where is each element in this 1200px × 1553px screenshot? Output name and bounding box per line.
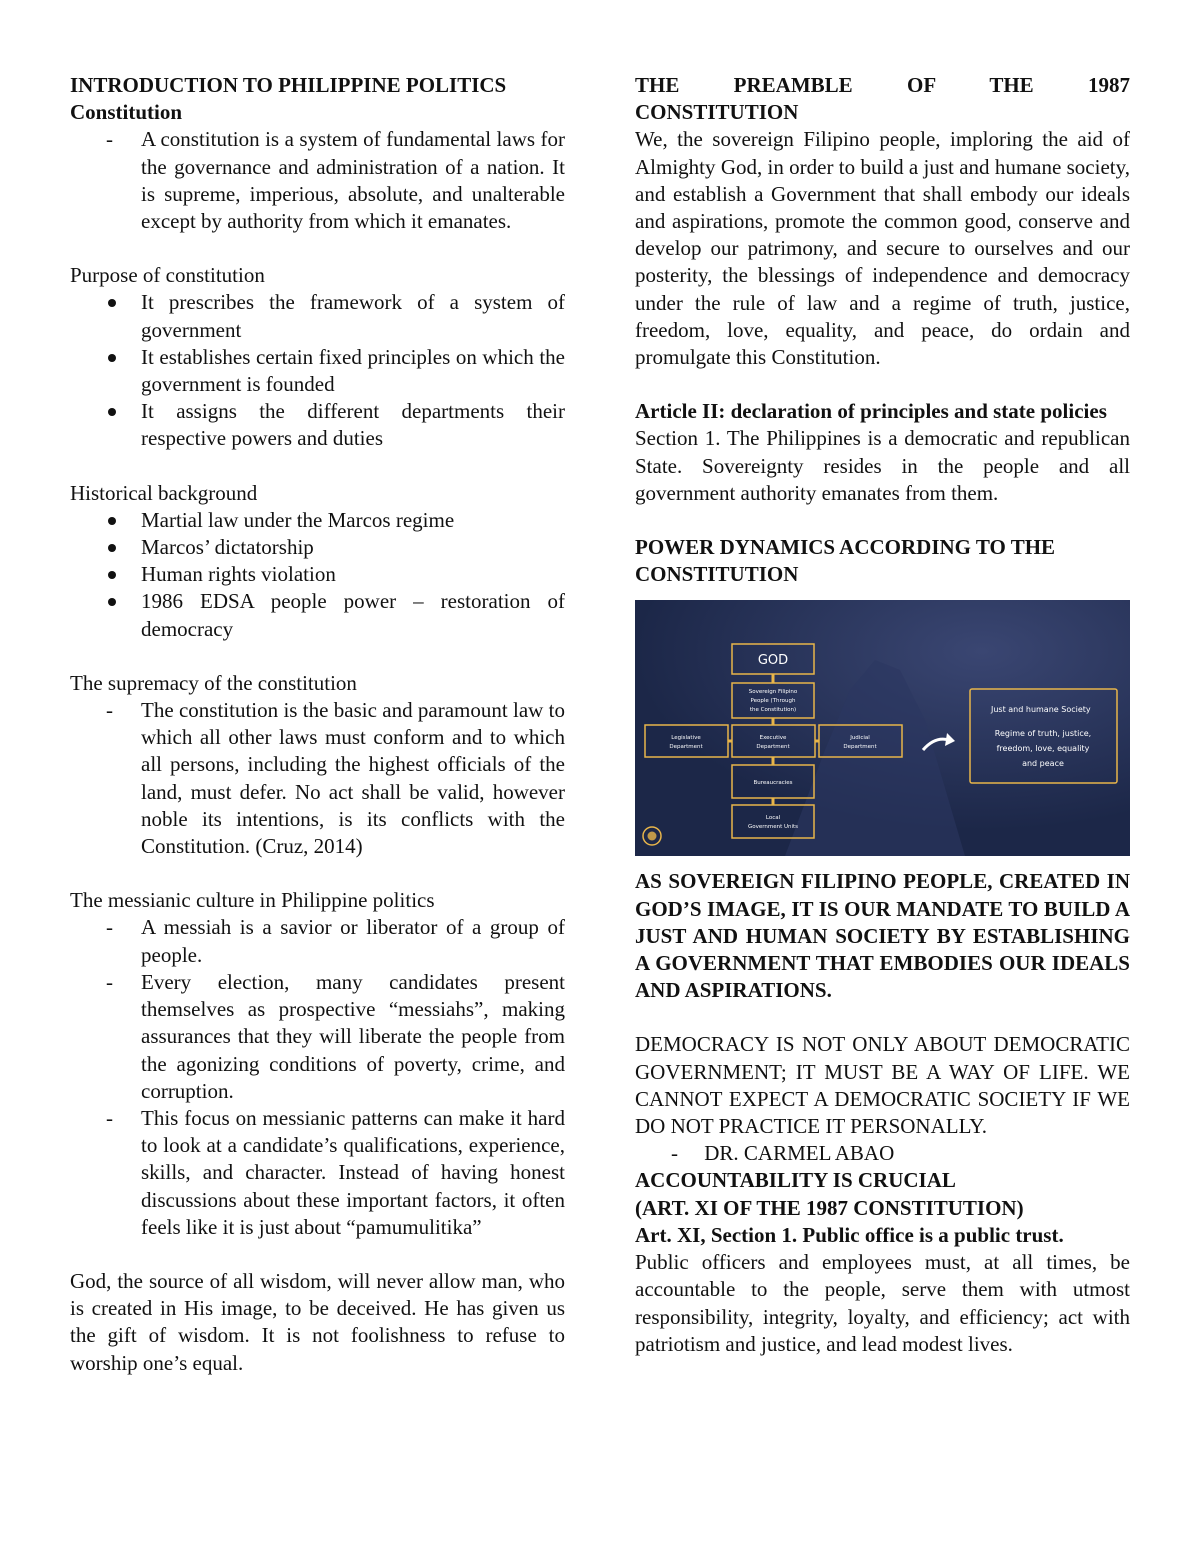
legislative-label-2: Department [669,744,703,751]
executive-label-1: Executive [759,735,787,742]
list-item: It prescribes the framework of a system of government [141,290,565,342]
messianic-list [70,914,565,1240]
power-heading: POWER DYNAMICS ACCORDING TO THE CONSTITUTION [635,535,1056,587]
list-item: - This focus on messianic patterns can make it hard to look at a candidate’s qualifications, experience, skills, and character. Instead of having honest discussions about these important factors, it often feels like it is just about “pamumulitika” [106,1105,565,1239]
dash-marker: - [671,1141,705,1166]
list-item: - Every election, many candidates present themselves as prospective “messiahs”, making assurances that they will liberate the people from the agonizing conditions of poverty, crime, and corruption. [106,969,565,1103]
dash-marker: - [106,127,113,152]
judicial-label-2: Department [843,744,877,751]
supremacy-heading: The supremacy of the constitution [70,670,357,695]
closing-paragraph: God, the source of all wisdom, will never allow man, who is created in His image, to be deceived. He has given us the gift of wisdom. It is not foolishness to refuse to worship one’s equal. [70,1268,565,1375]
supremacy-list [70,697,565,860]
society-body-2: freedom, love, equality [996,744,1090,754]
art11-heading: Art. XI, Section 1. Public office is a public trust. [635,1222,1064,1247]
power-dynamics-diagram [635,600,1130,856]
list-item: - The constitution is the basic and paramount law to which all other laws must conform and to which all persons, including the highest officials of the land, must defer. No act shall be valid, however noble its intentions, is its conflicts with the Constitution. (Cruz, 2014) [106,698,565,859]
preamble-title-line1: THE PREAMBLE OF THE 1987 [635,73,1130,97]
history-heading: Historical background [70,480,258,505]
list-item: It assigns the different departments their respective powers and duties [141,399,565,451]
society-body-1: Regime of truth, justice, [994,729,1092,739]
accountability-heading-2: (ART. XI OF THE 1987 CONSTITUTION) [635,1195,1024,1220]
legislative-label-1: Legislative [671,735,701,742]
sovereign-label-3: the Constitution) [749,707,797,714]
preamble-title-line2: CONSTITUTION [635,100,799,125]
list-item: Human rights violation [141,562,336,587]
article2-heading: Article II: declaration of principles and state policies [635,399,1107,424]
democracy-quote: DEMOCRACY IS NOT ONLY ABOUT DEMOCRATIC GOVERNMENT; IT MUST BE A WAY OF LIFE. WE CANNOT EXPECT A DEMOCRATIC SOCIETY IF WE DO NOT PRACTICE IT PERSONALLY. [635,1032,1130,1139]
messianic-heading: The messianic culture in Philippine politics [70,888,435,913]
quote-author: DR. CARMEL ABAO [704,1141,895,1166]
list-item: - A constitution is a system of fundamental laws for the governance and administration of a nation. It is supreme, imperious, absolute, and unalterable except by authority from which it emanates. [106,127,565,234]
purpose-heading: Purpose of constitution [70,263,265,288]
bureaucracies-label: Bureaucracies [753,780,793,787]
mandate-text: AS SOVEREIGN FILIPINO PEOPLE, CREATED IN GOD’S IMAGE, IT IS OUR MANDATE TO BUILD A JUST AND HUMAN SOCIETY BY ESTABLISHING A GOVERNMENT THAT EMBODIES OUR IDEALS AND ASPIRATIONS. [635,869,1130,1003]
dash-marker: - [106,1105,113,1130]
quote-author-line [635,1140,1130,1167]
left-column [70,72,565,1377]
list-item: Marcos’ dictatorship [141,535,314,560]
accountability-heading-1: ACCOUNTABILITY IS CRUCIAL [635,1168,956,1193]
history-list [70,507,565,643]
preamble-text: We, the sovereign Filipino people, imploring the aid of Almighty God, in order to build a just and humane society, and establish a Government that shall embody our ideals and aspirations, promote the common good, conserve and develop our patrimony, and secure to ourselves and our posterity, the blessings of independence and democracy under the rule of law and a regime of truth, justice, freedom, love, equality, and peace, do ordain and promulgate this Constitution. [635,127,1130,370]
dash-marker: - [106,698,113,723]
society-body-3: and peace [1022,759,1064,769]
right-column [635,72,1130,1358]
god-label: GOD [757,653,789,669]
lgu-label-1: Local [765,815,781,822]
executive-label-2: Department [756,744,790,751]
article2-text: Section 1. The Philippines is a democratic and republican State. Sovereignty resides in the people and all government authority emanates from them. [635,426,1130,505]
list-item: It establishes certain fixed principles on which the government is founded [141,344,565,397]
sovereign-label-1: Sovereign Filipino [748,689,798,696]
purpose-list [70,289,565,452]
document-title: INTRODUCTION TO PHILIPPINE POLITICS [70,73,507,97]
constitution-heading: Constitution [70,100,183,125]
list-item: - A messiah is a savior or liberator of a group of people. [106,915,565,967]
art11-text: Public officers and employees must, at all times, be accountable to the people, serve them with utmost responsibility, integrity, loyalty, and efficiency; act with patriotism and justice, and lead modest lives. [635,1250,1130,1356]
sovereign-label-2: People (Through [750,698,796,705]
dash-marker: - [106,969,113,994]
society-title: Just and humane Society [991,705,1091,715]
lgu-label-2: Government Units [747,824,799,831]
list-item: 1986 EDSA people power – restoration of democracy [141,589,565,641]
judicial-label-1: Judicial [850,735,870,742]
dash-marker: - [106,915,113,940]
list-item: Martial law under the Marcos regime [141,507,455,532]
constitution-list [70,126,565,235]
